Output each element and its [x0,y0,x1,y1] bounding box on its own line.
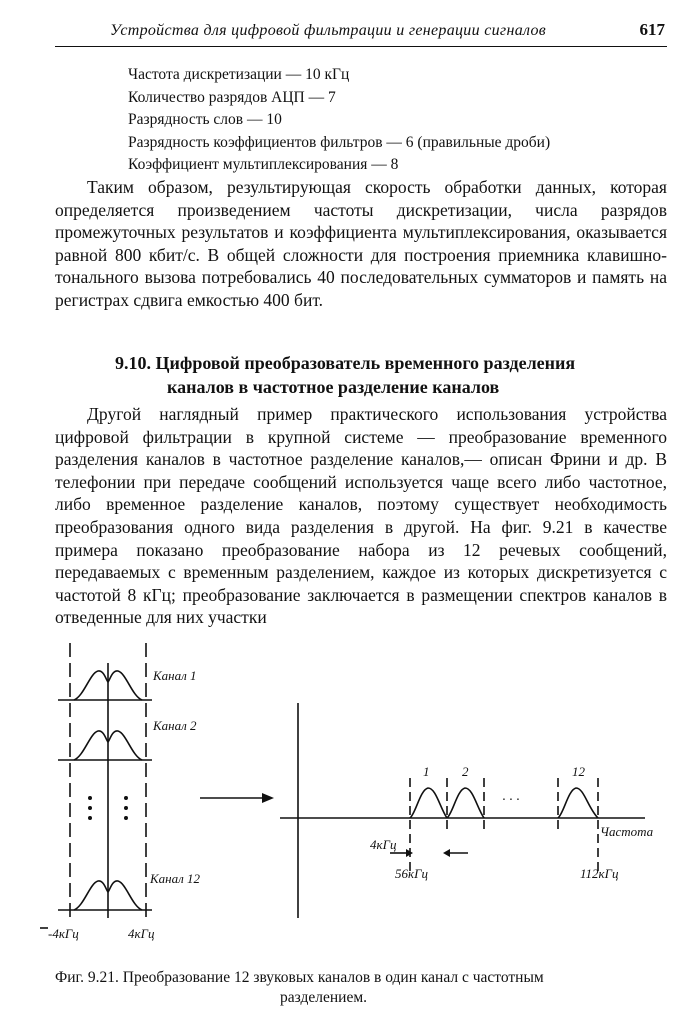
parameter-item: Коэффициент мультиплексирования — 8 [128,156,399,173]
caption-line-1: Фиг. 9.21. Преобразование 12 звуковых каналов в один канал с частотным [55,969,544,986]
band-2-spectrum [447,788,484,818]
ellipsis-dot [88,796,92,800]
section-title-line1 [55,351,667,375]
parameter-item: Частота дискретизации — 10 кГц [128,66,350,83]
band-ellipsis: · · · [502,793,520,808]
channel-2-label: Канал 2 [153,718,197,733]
page-number: 617 [639,20,665,39]
parameter-list [128,64,668,177]
end-frequency-label: 112кГц [580,866,619,881]
ellipsis-dot [124,806,128,810]
bandwidth-label: 4кГц [370,837,397,852]
band-2-label: 2 [462,764,469,779]
band-1-label: 1 [423,764,430,779]
section-number: 9.10. [115,353,151,373]
figure-caption [55,968,667,1008]
parameter-item: Разрядность слов — 10 [128,111,282,128]
bandwidth-arrowhead-right [443,849,450,857]
figure-diagram [40,638,680,953]
ellipsis-dot [88,816,92,820]
section-title-text: Цифровой преобразователь временного разделения [155,353,576,373]
channel-12-label: Канал 12 [150,871,201,886]
start-frequency-label: 56кГц [395,866,428,881]
channel-1-label: Канал 1 [153,668,197,683]
ellipsis-dot [88,806,92,810]
left-4khz-label: 4кГц [128,926,155,941]
paragraph-tdm-fdm [55,403,667,629]
section-title-line2: каналов в частотное разделение каналов [167,377,500,397]
left-minus-4khz-label: -4кГц [48,926,79,941]
paragraph-text: Таким образом, результирующая скорость обработки данных, которая определяется произведением частоты дискретизации, числа разрядов промежуточных результатов и коэффициента мультиплексирования, оказывается равной 800 кбит/с. В общей сложности для построения приемника клавишно-тонального вызова потребовались 40 последовательных сумматоров и память на регистрах сдвига емкостью 400 бит. [55,177,667,310]
section-heading [55,351,667,399]
parameter-item: Разрядность коэффициентов фильтров — 6 (правильные дроби) [128,133,551,151]
conversion-arrowhead [262,793,274,803]
figure-9-21 [40,638,680,953]
parameter-item: Количество разрядов АЦП — 7 [128,88,336,106]
paragraph-text: Другой наглядный пример практического использования устройства цифровой фильтрации в крупной системе — преобразование временного разделения каналов в частотное разделение каналов,— описан Фрини и др. В телефонии при передаче сообщений используется чаще всего либо частотное, либо временное разделение каналов, поэтому существует необходимость преобразования одного вида разделения в другой. На фиг. 9.21 в качестве примера показано преобразование набора из 12 речевых сообщений, передаваемых с временным разделением, каждое из которых дискретизуется с частотой 8 кГц; преобразование заключается в размещении спектров каналов в отведенные для них участки [55,404,667,628]
running-title: Устройства для цифровой фильтрации и генерации сигналов [110,22,547,39]
band-12-spectrum [558,788,598,818]
frequency-axis-label: Частота [600,824,654,839]
band-12-label: 12 [572,764,585,779]
page-header [55,20,667,47]
band-1-spectrum [410,788,447,818]
caption-line-2: разделением. [280,989,368,1006]
ellipsis-dot [124,796,128,800]
ellipsis-dot [124,816,128,820]
paragraph-data-rate [55,176,667,312]
